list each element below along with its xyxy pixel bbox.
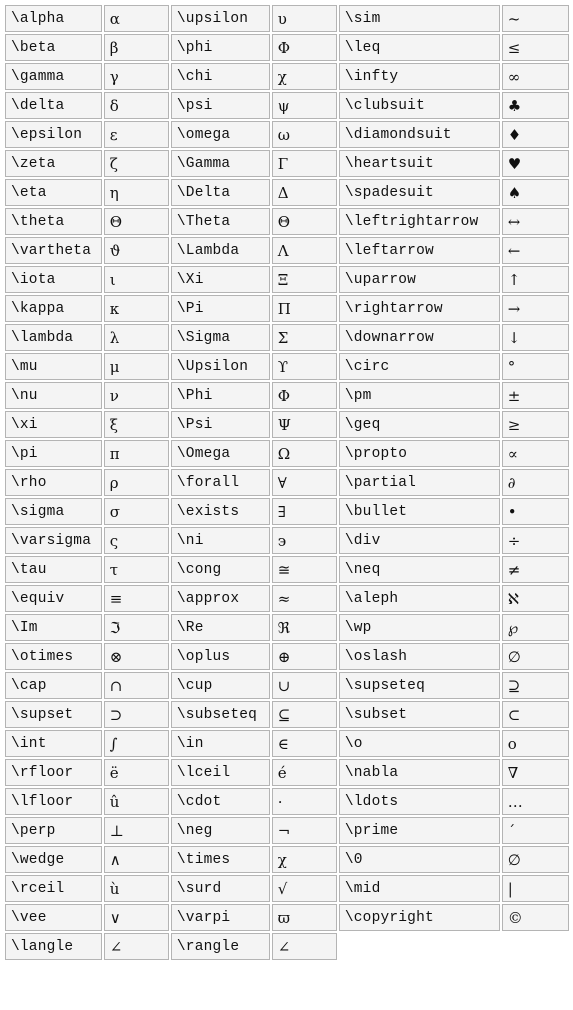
latex-command-cell: \oslash xyxy=(339,643,500,670)
symbol-glyph-cell: ∅ xyxy=(502,846,569,873)
symbol-glyph-cell: é xyxy=(272,759,337,786)
symbol-glyph-cell: ⊂ xyxy=(502,701,569,728)
symbol-glyph-cell: Φ xyxy=(272,34,337,61)
latex-command-cell: \propto xyxy=(339,440,500,467)
symbol-glyph-cell: ⊆ xyxy=(272,701,337,728)
latex-command-cell: \partial xyxy=(339,469,500,496)
symbol-glyph-cell: ∪ xyxy=(272,672,337,699)
symbol-glyph-cell: ϖ xyxy=(272,904,337,931)
symbol-glyph-cell: ∂ xyxy=(502,469,569,496)
latex-command-cell: \aleph xyxy=(339,585,500,612)
symbol-glyph-cell: ♥ xyxy=(502,150,569,177)
latex-command-cell: \rceil xyxy=(5,875,102,902)
symbol-glyph-cell: Ξ xyxy=(272,266,337,293)
latex-command-cell: \in xyxy=(171,730,270,757)
latex-command-cell: \leftrightarrow xyxy=(339,208,500,235)
latex-command-cell: \Im xyxy=(5,614,102,641)
latex-command-cell: \zeta xyxy=(5,150,102,177)
table-row xyxy=(5,63,569,90)
symbol-glyph-cell: Θ xyxy=(104,208,169,235)
latex-command-cell: \nabla xyxy=(339,759,500,786)
symbol-glyph-cell: ∝ xyxy=(502,440,569,467)
symbol-glyph-cell: Θ xyxy=(272,208,337,235)
latex-command-cell: \rfloor xyxy=(5,759,102,786)
latex-command-cell: \omega xyxy=(171,121,270,148)
symbol-glyph-cell: Δ xyxy=(272,179,337,206)
symbol-glyph-cell: ← xyxy=(502,237,569,264)
symbol-glyph-cell: ℘ xyxy=(502,614,569,641)
latex-command-cell: \geq xyxy=(339,411,500,438)
table-row xyxy=(5,208,569,235)
symbol-glyph-cell: ο xyxy=(502,730,569,757)
symbol-glyph-cell: χ xyxy=(272,846,337,873)
symbol-glyph-cell: ± xyxy=(502,382,569,409)
latex-command-cell: \mu xyxy=(5,353,102,380)
symbol-glyph-cell: β xyxy=(104,34,169,61)
symbol-glyph-cell: ↓ xyxy=(502,324,569,351)
latex-command-cell: \approx xyxy=(171,585,270,612)
latex-command-cell: \diamondsuit xyxy=(339,121,500,148)
latex-command-cell: \upsilon xyxy=(171,5,270,32)
symbol-glyph-cell: μ xyxy=(104,353,169,380)
symbol-glyph-cell: η xyxy=(104,179,169,206)
latex-command-cell: \wedge xyxy=(5,846,102,873)
table-row xyxy=(5,5,569,32)
latex-command-cell: \langle xyxy=(5,933,102,960)
latex-command-cell: \gamma xyxy=(5,63,102,90)
symbol-glyph-cell: ⊥ xyxy=(104,817,169,844)
latex-command-cell: \alpha xyxy=(5,5,102,32)
symbol-glyph-cell: ♠ xyxy=(502,179,569,206)
symbol-glyph-cell: ∅ xyxy=(502,643,569,670)
symbol-glyph-cell: ρ xyxy=(104,469,169,496)
symbol-glyph-cell: Ψ xyxy=(272,411,337,438)
table-row xyxy=(5,730,569,757)
latex-command-cell: \spadesuit xyxy=(339,179,500,206)
symbol-glyph-cell: ∠ xyxy=(104,933,169,960)
latex-command-cell: \eta xyxy=(5,179,102,206)
symbol-glyph-cell: ⊗ xyxy=(104,643,169,670)
symbol-glyph-cell: σ xyxy=(104,498,169,525)
latex-command-cell: \ni xyxy=(171,527,270,554)
symbol-glyph-cell: ω xyxy=(272,121,337,148)
symbol-glyph-cell: ϒ xyxy=(272,353,337,380)
table-row xyxy=(5,353,569,380)
latex-command-cell: \vartheta xyxy=(5,237,102,264)
table-row xyxy=(5,788,569,815)
symbol-glyph-cell: ξ xyxy=(104,411,169,438)
latex-command-cell: \varsigma xyxy=(5,527,102,554)
symbol-glyph-cell: … xyxy=(502,788,569,815)
symbol-glyph-cell: π xyxy=(104,440,169,467)
latex-command-cell: \exists xyxy=(171,498,270,525)
latex-command-cell: \chi xyxy=(171,63,270,90)
latex-command-cell: \wp xyxy=(339,614,500,641)
latex-command-cell: \pm xyxy=(339,382,500,409)
symbol-glyph-cell: ù xyxy=(104,875,169,902)
latex-command-cell: \sigma xyxy=(5,498,102,525)
symbol-glyph-cell: ζ xyxy=(104,150,169,177)
table-row xyxy=(5,556,569,583)
symbol-glyph-cell: ≈ xyxy=(272,585,337,612)
latex-command-cell: \lceil xyxy=(171,759,270,786)
symbol-glyph-cell: ∨ xyxy=(104,904,169,931)
symbol-glyph-cell: → xyxy=(502,295,569,322)
latex-command-cell: \Theta xyxy=(171,208,270,235)
latex-command-cell: \rangle xyxy=(171,933,270,960)
latex-command-cell: \int xyxy=(5,730,102,757)
latex-command-cell: \forall xyxy=(171,469,270,496)
symbol-glyph-cell: ι xyxy=(104,266,169,293)
latex-command-cell: \cong xyxy=(171,556,270,583)
latex-command-cell: \downarrow xyxy=(339,324,500,351)
table-row xyxy=(5,121,569,148)
symbol-glyph-cell: ∀ xyxy=(272,469,337,496)
symbol-glyph-cell: ÷ xyxy=(502,527,569,554)
latex-command-cell: \oplus xyxy=(171,643,270,670)
symbol-glyph-cell: ↑ xyxy=(502,266,569,293)
symbol-glyph-cell: ε xyxy=(104,121,169,148)
table-row xyxy=(5,585,569,612)
symbol-glyph-cell: · xyxy=(272,788,337,815)
symbol-glyph-cell: Λ xyxy=(272,237,337,264)
latex-command-cell: \subset xyxy=(339,701,500,728)
symbol-glyph-cell: ♦ xyxy=(502,121,569,148)
symbol-glyph-cell: Φ xyxy=(272,382,337,409)
symbol-glyph-cell: ≅ xyxy=(272,556,337,583)
latex-command-cell: \Gamma xyxy=(171,150,270,177)
table-row xyxy=(5,179,569,206)
symbol-glyph-cell: ≠ xyxy=(502,556,569,583)
symbol-glyph-cell: ´ xyxy=(502,817,569,844)
table-row xyxy=(5,295,569,322)
symbol-glyph-cell: ϶ xyxy=(272,527,337,554)
symbol-glyph-cell: √ xyxy=(272,875,337,902)
latex-command-cell: \cap xyxy=(5,672,102,699)
latex-command-cell: \epsilon xyxy=(5,121,102,148)
symbol-glyph-cell: ς xyxy=(104,527,169,554)
symbol-glyph-cell: ∫ xyxy=(104,730,169,757)
symbol-glyph-cell: ℵ xyxy=(502,585,569,612)
latex-command-cell: \surd xyxy=(171,875,270,902)
symbol-glyph-cell: τ xyxy=(104,556,169,583)
table-row xyxy=(5,150,569,177)
symbol-glyph-cell: ≤ xyxy=(502,34,569,61)
latex-command-cell: \Delta xyxy=(171,179,270,206)
symbol-glyph-cell: ψ xyxy=(272,92,337,119)
symbol-glyph-cell: û xyxy=(104,788,169,815)
latex-command-cell: \phi xyxy=(171,34,270,61)
latex-command-cell: \pi xyxy=(5,440,102,467)
symbol-glyph-cell: | xyxy=(502,875,569,902)
latex-command-cell: \varpi xyxy=(171,904,270,931)
table-row xyxy=(5,92,569,119)
latex-command-cell: \beta xyxy=(5,34,102,61)
latex-command-cell: \otimes xyxy=(5,643,102,670)
latex-command-cell: \Upsilon xyxy=(171,353,270,380)
table-row xyxy=(5,643,569,670)
table-row xyxy=(5,324,569,351)
table-row xyxy=(5,672,569,699)
symbol-glyph-cell: • xyxy=(502,498,569,525)
symbol-glyph-cell: ϑ xyxy=(104,237,169,264)
table-row xyxy=(5,904,569,931)
latex-command-cell: \equiv xyxy=(5,585,102,612)
symbol-glyph-cell: ℜ xyxy=(272,614,337,641)
latex-command-cell: \cup xyxy=(171,672,270,699)
latex-command-cell: \psi xyxy=(171,92,270,119)
symbol-glyph-cell: ≥ xyxy=(502,411,569,438)
latex-command-cell: \circ xyxy=(339,353,500,380)
latex-command-cell: \tau xyxy=(5,556,102,583)
latex-command-cell: \clubsuit xyxy=(339,92,500,119)
latex-command-cell: \leftarrow xyxy=(339,237,500,264)
latex-command-cell: \Pi xyxy=(171,295,270,322)
symbol-glyph-cell: ∇ xyxy=(502,759,569,786)
latex-command-cell: \cdot xyxy=(171,788,270,815)
latex-command-cell: \perp xyxy=(5,817,102,844)
table-row xyxy=(5,614,569,641)
symbol-glyph-cell: © xyxy=(502,904,569,931)
table-row xyxy=(5,411,569,438)
symbol-glyph-cell: ≡ xyxy=(104,585,169,612)
symbol-glyph-cell: υ xyxy=(272,5,337,32)
table-row xyxy=(5,498,569,525)
symbol-glyph-cell: λ xyxy=(104,324,169,351)
latex-command-cell: \div xyxy=(339,527,500,554)
table-row xyxy=(5,382,569,409)
symbol-table-body xyxy=(5,5,569,960)
table-row xyxy=(5,440,569,467)
symbol-glyph-cell: Γ xyxy=(272,150,337,177)
latex-command-cell: \uparrow xyxy=(339,266,500,293)
latex-command-cell: \Re xyxy=(171,614,270,641)
symbol-glyph-cell: ¬ xyxy=(272,817,337,844)
latex-command-cell: \lambda xyxy=(5,324,102,351)
symbol-glyph-cell: ∠ xyxy=(272,933,337,960)
latex-command-cell: \neq xyxy=(339,556,500,583)
latex-command-cell: \lfloor xyxy=(5,788,102,815)
latex-command-cell: \copyright xyxy=(339,904,500,931)
symbol-glyph-cell: δ xyxy=(104,92,169,119)
latex-command-cell: \0 xyxy=(339,846,500,873)
latex-command-cell: \theta xyxy=(5,208,102,235)
latex-command-cell: \ldots xyxy=(339,788,500,815)
symbol-glyph-cell: χ xyxy=(272,63,337,90)
symbol-glyph-cell: ë xyxy=(104,759,169,786)
symbol-glyph-cell: ℑ xyxy=(104,614,169,641)
table-row xyxy=(5,759,569,786)
latex-command-cell: \Xi xyxy=(171,266,270,293)
latex-command-cell: \Lambda xyxy=(171,237,270,264)
latex-command-cell: \heartsuit xyxy=(339,150,500,177)
latex-command-cell: \mid xyxy=(339,875,500,902)
latex-command-cell: \times xyxy=(171,846,270,873)
latex-command-cell: \sim xyxy=(339,5,500,32)
table-row xyxy=(5,933,569,960)
latex-command-cell: \iota xyxy=(5,266,102,293)
latex-command-cell: \Sigma xyxy=(171,324,270,351)
latex-command-cell: \leq xyxy=(339,34,500,61)
latex-command-cell: \prime xyxy=(339,817,500,844)
table-row xyxy=(5,701,569,728)
latex-command-cell: \infty xyxy=(339,63,500,90)
symbol-glyph-cell: ♣ xyxy=(502,92,569,119)
table-row xyxy=(5,846,569,873)
latex-command-cell: \neg xyxy=(171,817,270,844)
symbol-glyph-cell: ⊃ xyxy=(104,701,169,728)
latex-command-cell: \Omega xyxy=(171,440,270,467)
latex-command-cell: \Psi xyxy=(171,411,270,438)
latex-command-cell: \nu xyxy=(5,382,102,409)
symbol-glyph-cell: ν xyxy=(104,382,169,409)
symbol-glyph-cell: ∧ xyxy=(104,846,169,873)
table-row xyxy=(5,469,569,496)
table-row xyxy=(5,817,569,844)
latex-command-cell: \vee xyxy=(5,904,102,931)
symbol-glyph-cell: ⊇ xyxy=(502,672,569,699)
latex-command-cell: \xi xyxy=(5,411,102,438)
symbol-glyph-cell: γ xyxy=(104,63,169,90)
latex-command-cell: \supset xyxy=(5,701,102,728)
symbol-glyph-cell: ↔ xyxy=(502,208,569,235)
symbol-glyph-cell: ° xyxy=(502,353,569,380)
symbol-glyph-cell: Π xyxy=(272,295,337,322)
symbol-glyph-cell: ∞ xyxy=(502,63,569,90)
latex-command-cell: \o xyxy=(339,730,500,757)
table-row xyxy=(5,237,569,264)
symbol-table-wrapper xyxy=(3,3,571,962)
table-row xyxy=(5,875,569,902)
latex-command-cell: \rightarrow xyxy=(339,295,500,322)
symbol-glyph-cell: ∩ xyxy=(104,672,169,699)
symbol-glyph-cell: ∃ xyxy=(272,498,337,525)
symbol-glyph-cell: Ω xyxy=(272,440,337,467)
symbol-glyph-cell: Σ xyxy=(272,324,337,351)
latex-command-cell: \subseteq xyxy=(171,701,270,728)
symbol-glyph-cell: κ xyxy=(104,295,169,322)
table-row xyxy=(5,527,569,554)
symbol-glyph-cell: ∈ xyxy=(272,730,337,757)
symbol-glyph-cell: ⊕ xyxy=(272,643,337,670)
symbol-glyph-cell: α xyxy=(104,5,169,32)
empty-cell xyxy=(339,933,569,960)
latex-command-cell: \kappa xyxy=(5,295,102,322)
table-row xyxy=(5,34,569,61)
symbol-glyph-cell: ~ xyxy=(502,5,569,32)
latex-command-cell: \supseteq xyxy=(339,672,500,699)
latex-symbol-table xyxy=(3,3,571,962)
latex-command-cell: \rho xyxy=(5,469,102,496)
latex-command-cell: \delta xyxy=(5,92,102,119)
latex-command-cell: \bullet xyxy=(339,498,500,525)
table-row xyxy=(5,266,569,293)
latex-command-cell: \Phi xyxy=(171,382,270,409)
